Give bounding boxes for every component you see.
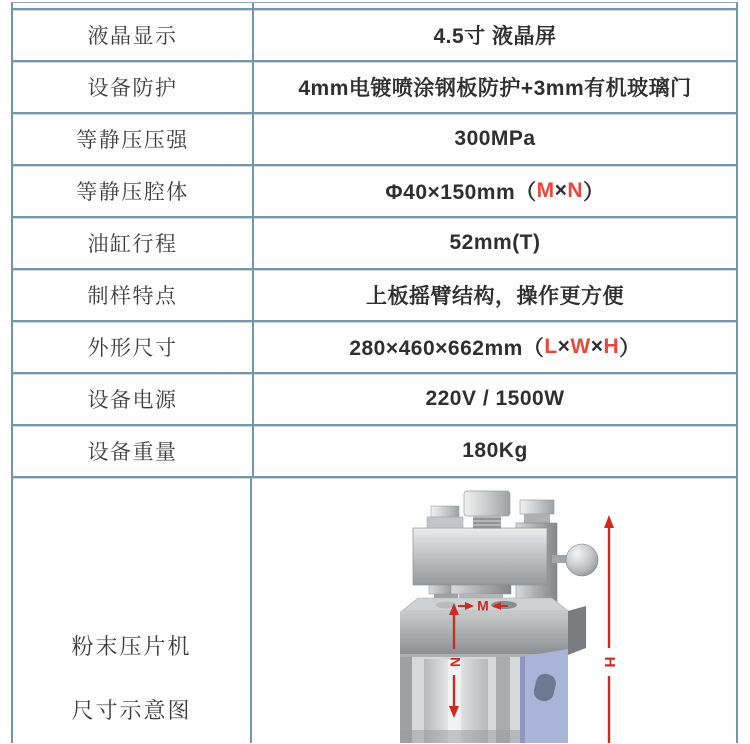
value-segment: ×	[590, 335, 604, 358]
spec-value: 52mm(T)	[449, 231, 541, 254]
spec-value	[254, 322, 736, 372]
spec-label: 外形尺寸	[13, 322, 254, 372]
spec-value: 4mm电镀喷涂钢板防护+3mm有机玻璃门	[298, 77, 692, 100]
machine-diagram-svg	[252, 478, 735, 743]
value-segment: ×	[557, 335, 571, 358]
dimension-label-m: M	[477, 597, 489, 614]
machine-ball-knob	[552, 544, 598, 576]
spec-value	[254, 166, 736, 216]
value-segment-red: W	[570, 335, 591, 358]
spec-label: 设备重量	[13, 426, 254, 476]
spec-label: 等静压腔体	[13, 166, 254, 216]
value-segment-red: L	[544, 335, 558, 358]
value-segment: ×	[554, 179, 568, 202]
spec-value: 上板摇臂结构，操作更方便	[366, 285, 624, 308]
spec-value: 4.5寸 液晶屏	[433, 25, 557, 48]
partial-value-cell	[254, 3, 736, 8]
spec-row	[13, 218, 736, 270]
spec-label: 设备电源	[13, 374, 254, 424]
value-segment-red: N	[567, 179, 584, 202]
value-segment: 280×460×662mm（	[349, 337, 545, 360]
diagram-caption-line1: 粉末压片机	[71, 634, 192, 659]
spec-row	[13, 270, 736, 322]
dimension-arrow-h	[604, 515, 614, 743]
diagram-caption-line2: 尺寸示意图	[71, 698, 192, 723]
partial-label-cell	[13, 3, 254, 8]
value-segment: Φ40×150mm（	[385, 181, 537, 204]
spec-label: 设备防护	[13, 62, 254, 112]
table-top-partial-row	[13, 3, 736, 10]
spec-row	[13, 322, 736, 374]
spec-row	[13, 374, 736, 426]
spec-value: 220V / 1500W	[425, 387, 565, 410]
spec-row	[13, 426, 736, 478]
diagram-caption	[13, 478, 252, 743]
value-segment-red: H	[603, 335, 620, 358]
spec-value: 180Kg	[462, 439, 528, 462]
value-segment: ）	[583, 181, 605, 204]
spec-label: 等静压压强	[13, 114, 254, 164]
dimension-label-h: H	[601, 656, 619, 668]
machine-diagram-image	[252, 478, 736, 743]
spec-table	[11, 2, 738, 743]
value-segment: ）	[619, 337, 641, 360]
spec-label: 液晶显示	[13, 10, 254, 60]
diagram-row	[13, 478, 736, 743]
spec-label: 油缸行程	[13, 218, 254, 268]
spec-value: 300MPa	[454, 127, 536, 150]
spec-row	[13, 114, 736, 166]
spec-label: 制样特点	[13, 270, 254, 320]
spec-row	[13, 166, 736, 218]
value-segment-red: M	[536, 179, 555, 202]
dimension-label-n: N	[447, 656, 464, 668]
machine-body	[400, 649, 568, 743]
spec-row	[13, 10, 736, 62]
spec-row	[13, 62, 736, 114]
machine-base-block	[400, 598, 586, 657]
